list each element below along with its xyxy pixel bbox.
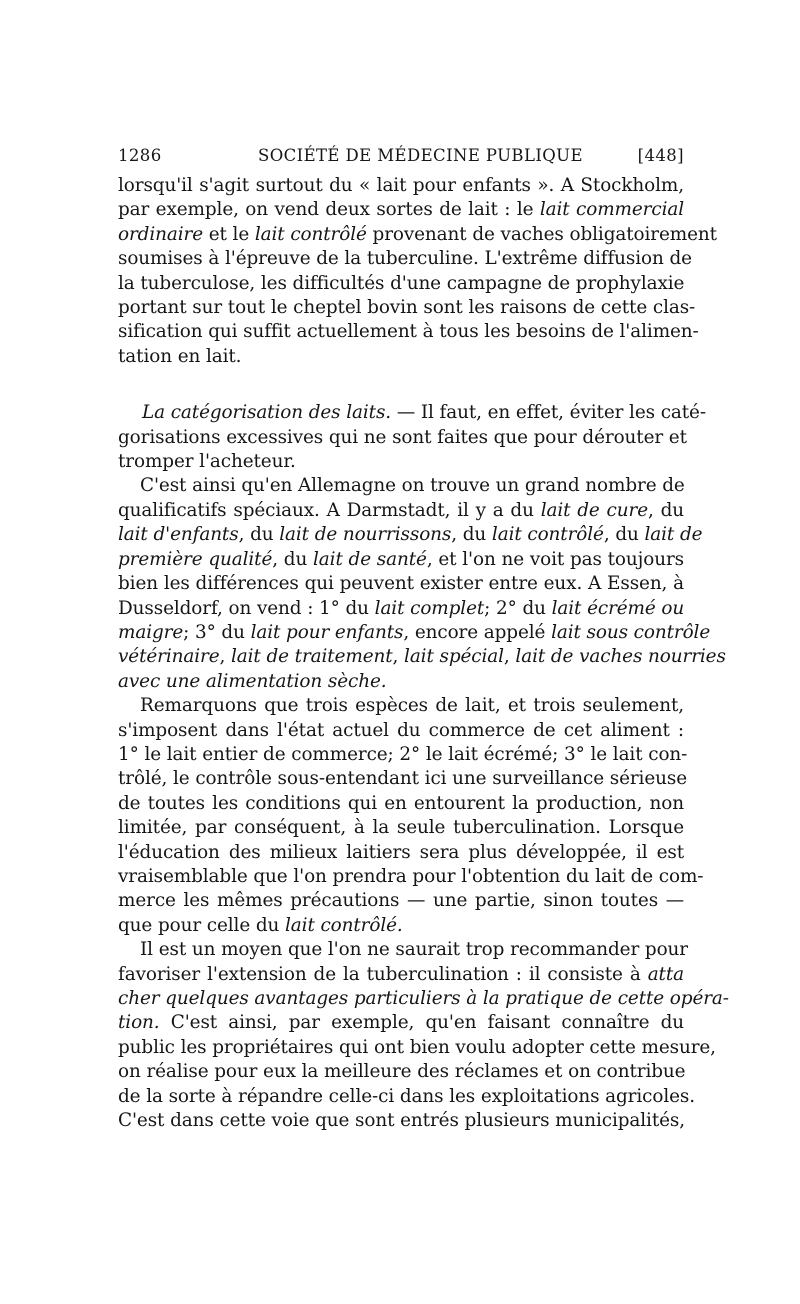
text-line: vraisemblable que l'on prendra pour l'obtention du lait de com- xyxy=(118,865,704,887)
text-line: avec une alimentation sèche. xyxy=(118,670,387,692)
heading-continuation: — Il faut, en effet, éviter les caté- xyxy=(396,402,706,424)
body-text xyxy=(118,174,729,1133)
text-line: tion. C'est ainsi, par exemple, qu'en faisant connaître du xyxy=(118,1012,684,1034)
paragraph-moyen xyxy=(118,938,729,1133)
text-line: maigre; 3° du lait pour enfants, encore appelé lait sous contrôle xyxy=(118,621,711,643)
text-line: vétérinaire, lait de traitement, lait spécial, lait de vaches nourries xyxy=(118,646,726,668)
text-line: Dusseldorf, on vend : 1° du lait complet; 2° du lait écrémé ou xyxy=(118,597,685,619)
text-line: tromper l'acheteur. xyxy=(118,451,296,473)
text-line: public les propriétaires qui ont bien voulu adopter cette mesure, xyxy=(118,1036,716,1058)
text-line: Remarquons que trois espèces de lait, et trois seulement, xyxy=(140,695,684,717)
text-line: tation en lait. xyxy=(118,345,242,367)
paragraph-stockholm xyxy=(118,174,717,369)
text-line: par exemple, on vend deux sortes de lait : le lait commercial xyxy=(118,199,685,221)
text-line: C'est dans cette voie que sont entrés plusieurs municipalités, xyxy=(118,1110,685,1132)
running-title: SOCIÉTÉ DE MÉDECINE PUBLIQUE xyxy=(258,146,583,165)
text-line: que pour celle du lait contrôlé. xyxy=(118,914,403,936)
text-line: s'imposent dans l'état actuel du commerce de cet aliment : xyxy=(118,719,684,741)
paragraph-categorisation xyxy=(118,401,706,474)
text-line: merce les mêmes précautions — une partie, sinon toutes — xyxy=(118,890,684,912)
paragraph-spacer xyxy=(118,369,684,401)
text-line: 1° le lait entier de commerce; 2° le lait écrémé; 3° le lait con- xyxy=(118,743,688,765)
text-line: première qualité, du lait de santé, et l'on ne voit pas toujours xyxy=(118,548,685,570)
paragraph-remarquons xyxy=(118,694,704,938)
text-line: la tuberculose, les difficultés d'une campagne de prophylaxie xyxy=(118,272,685,294)
text-line: on réalise pour eux la meilleure des réclames et on contribue xyxy=(118,1061,686,1083)
page-number: 1286 xyxy=(118,146,162,165)
text-line: soumises à l'épreuve de la tuberculine. L'extrême diffusion de xyxy=(118,248,692,270)
section-heading: La catégorisation des laits. xyxy=(142,402,392,424)
text-line: qualificatifs spéciaux. A Darmstadt, il y a du lait de cure, du xyxy=(118,499,684,521)
text-line: C'est ainsi qu'en Allemagne on trouve un grand nombre de xyxy=(140,475,685,497)
section-number: [448] xyxy=(637,146,684,165)
text-line: l'éducation des milieux laitiers sera plus développée, il est xyxy=(118,841,684,863)
text-line: sification qui suffit actuellement à tous les besoins de l'alimen- xyxy=(118,321,699,343)
paragraph-allemagne xyxy=(118,474,726,694)
text-line xyxy=(118,401,706,425)
text-line: de la sorte à répandre celle-ci dans les exploitations agricoles. xyxy=(118,1085,695,1107)
text-line: bien les différences qui peuvent exister entre eux. A Essen, à xyxy=(118,573,684,595)
text-line: lait d'enfants, du lait de nourrissons, du lait contrôlé, du lait de xyxy=(118,524,703,546)
running-header xyxy=(118,146,684,172)
text-line: lorsqu'il s'agit surtout du « lait pour enfants ». A Stockholm, xyxy=(118,175,684,196)
text-line: trôlé, le contrôle sous-entendant ici une surveillance sérieuse xyxy=(118,768,687,790)
text-line: portant sur tout le cheptel bovin sont les raisons de cette clas- xyxy=(118,297,696,319)
text-line: cher quelques avantages particuliers à la pratique de cette opéra- xyxy=(118,988,729,1009)
text-line: favoriser l'extension de la tuberculination : il consiste à atta xyxy=(118,963,684,985)
text-line: Il est un moyen que l'on ne saurait trop recommander pour xyxy=(140,939,688,961)
text-line: gorisations excessives qui ne sont faites que pour dérouter et xyxy=(118,426,687,448)
text-line: ordinaire et le lait contrôlé provenant de vaches obligatoirement xyxy=(118,223,717,245)
text-line: limitée, par conséquent, à la seule tuberculination. Lorsque xyxy=(118,817,684,839)
text-line: de toutes les conditions qui en entourent la production, non xyxy=(118,792,684,814)
